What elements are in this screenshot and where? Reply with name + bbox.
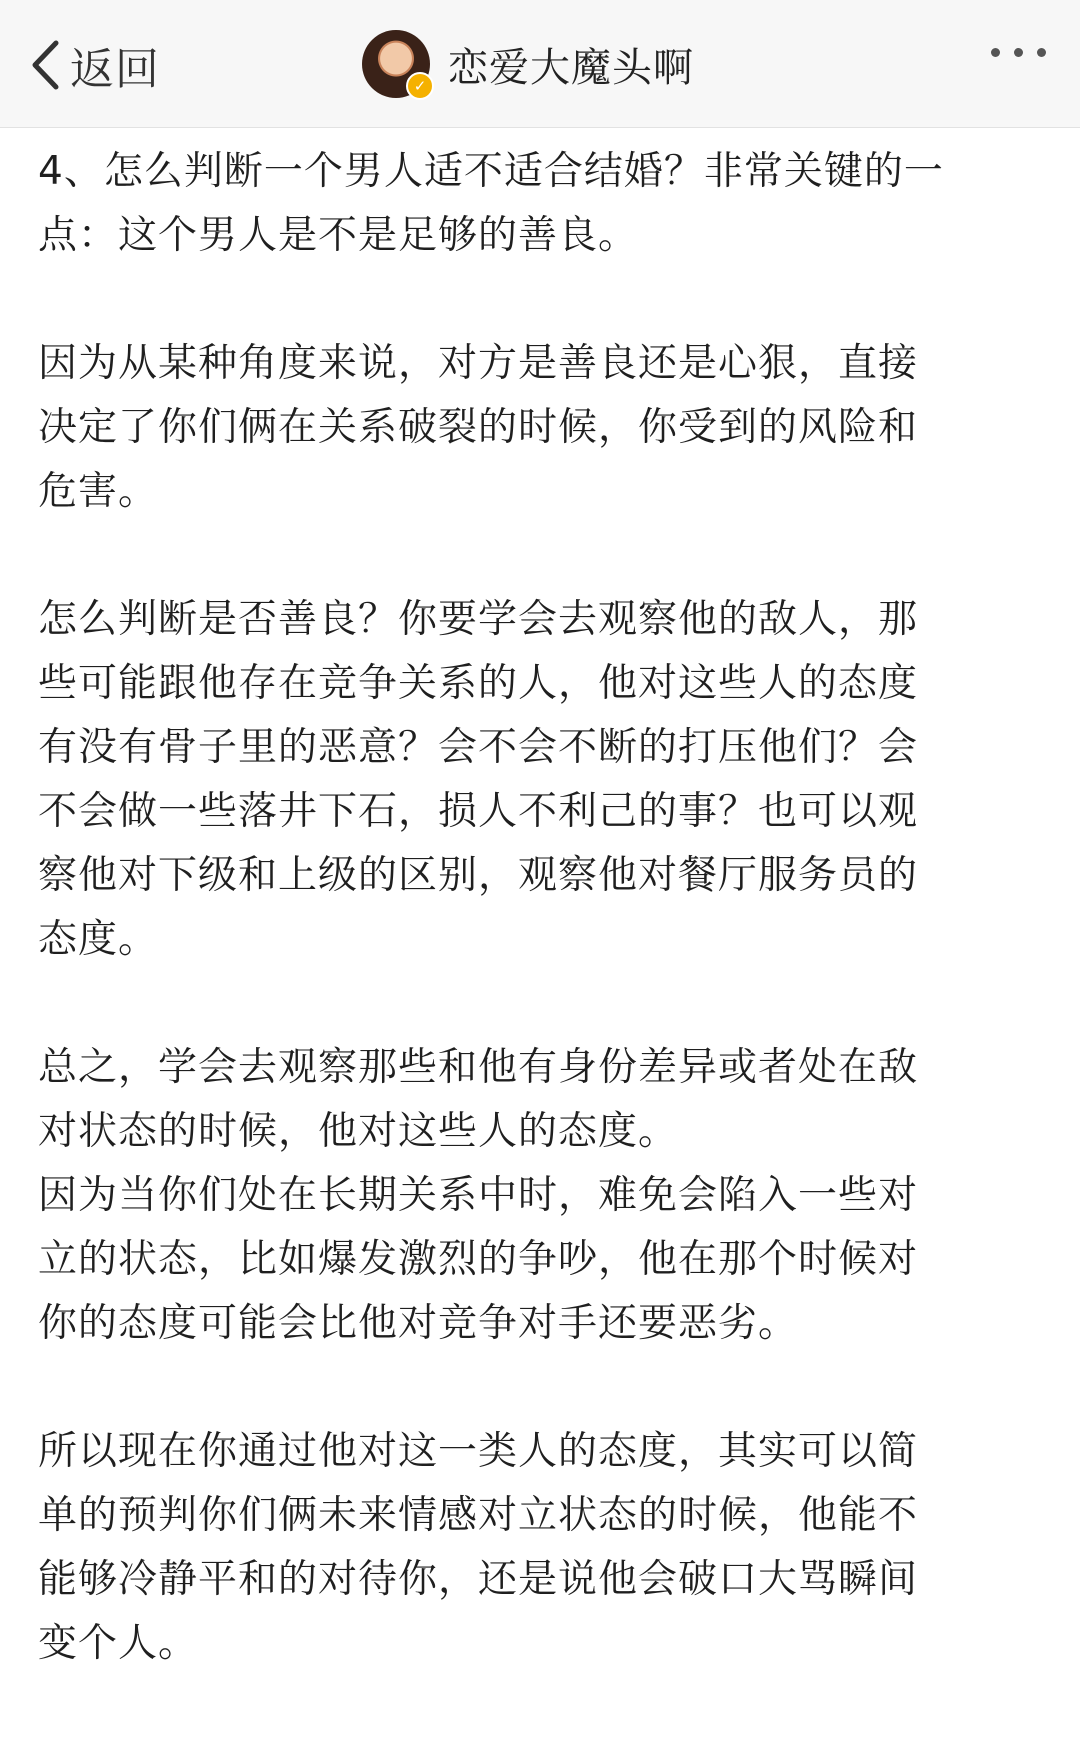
text-line: 危害。 (38, 469, 159, 514)
page-title[interactable]: 恋爱大魔头啊 (448, 44, 694, 91)
paragraph-2 (38, 332, 1042, 524)
paragraph-1 (38, 140, 1042, 268)
text-line: 立的状态，比如爆发激烈的争吵，他在那个时候对 (38, 1237, 919, 1282)
text-line: 态度。 (38, 917, 159, 962)
paragraph-4 (38, 1036, 1042, 1356)
text-line: 因为当你们处在长期关系中时，难免会陷入一些对 (38, 1173, 919, 1218)
back-chevron-icon (30, 39, 60, 91)
profile-header[interactable] (362, 25, 694, 103)
text-line: 对状态的时候，他对这些人的态度。 (38, 1109, 679, 1154)
more-dot (1037, 48, 1046, 57)
text-line: 决定了你们俩在关系破裂的时候，你受到的风险和 (38, 405, 919, 450)
text-line: 点：这个男人是不是足够的善良。 (38, 213, 639, 258)
back-label: 返回 (70, 44, 160, 95)
user-avatar[interactable] (362, 30, 430, 98)
more-dot (1014, 48, 1023, 57)
text-line: 些可能跟他存在竞争关系的人，他对这些人的态度 (38, 661, 919, 706)
text-line: 不会做一些落井下石，损人不利己的事？也可以观 (38, 789, 919, 834)
text-line: 有没有骨子里的恶意？会不会不断的打压他们？会 (38, 725, 919, 770)
paragraph-3 (38, 588, 1042, 972)
text-line: 能够冷静平和的对待你，还是说他会破口大骂瞬间 (38, 1557, 919, 1602)
top-nav-bar (0, 0, 1080, 128)
article-body (38, 140, 1042, 1740)
text-line: 你的态度可能会比他对竞争对手还要恶劣。 (38, 1301, 799, 1346)
text-line: 所以现在你通过他对这一类人的态度，其实可以简 (38, 1429, 919, 1474)
text-line: 怎么判断是否善良？你要学会去观察他的敌人，那 (38, 597, 919, 642)
more-dots-icon[interactable] (991, 48, 1046, 57)
more-dot (991, 48, 1000, 57)
text-line: 4、怎么判断一个男人适不适合结婚？非常关键的一 (38, 149, 944, 194)
paragraph-5 (38, 1420, 1042, 1676)
text-line: 因为从某种角度来说，对方是善良还是心狠，直接 (38, 341, 919, 386)
back-button[interactable] (30, 30, 160, 100)
text-line: 总之，学会去观察那些和他有身份差异或者处在敌 (38, 1045, 919, 1090)
text-line: 察他对下级和上级的区别，观察他对餐厅服务员的 (38, 853, 919, 898)
verified-badge-icon: ✓ (406, 72, 434, 100)
text-line: 变个人。 (38, 1621, 199, 1666)
text-line: 单的预判你们俩未来情感对立状态的时候，他能不 (38, 1493, 919, 1538)
